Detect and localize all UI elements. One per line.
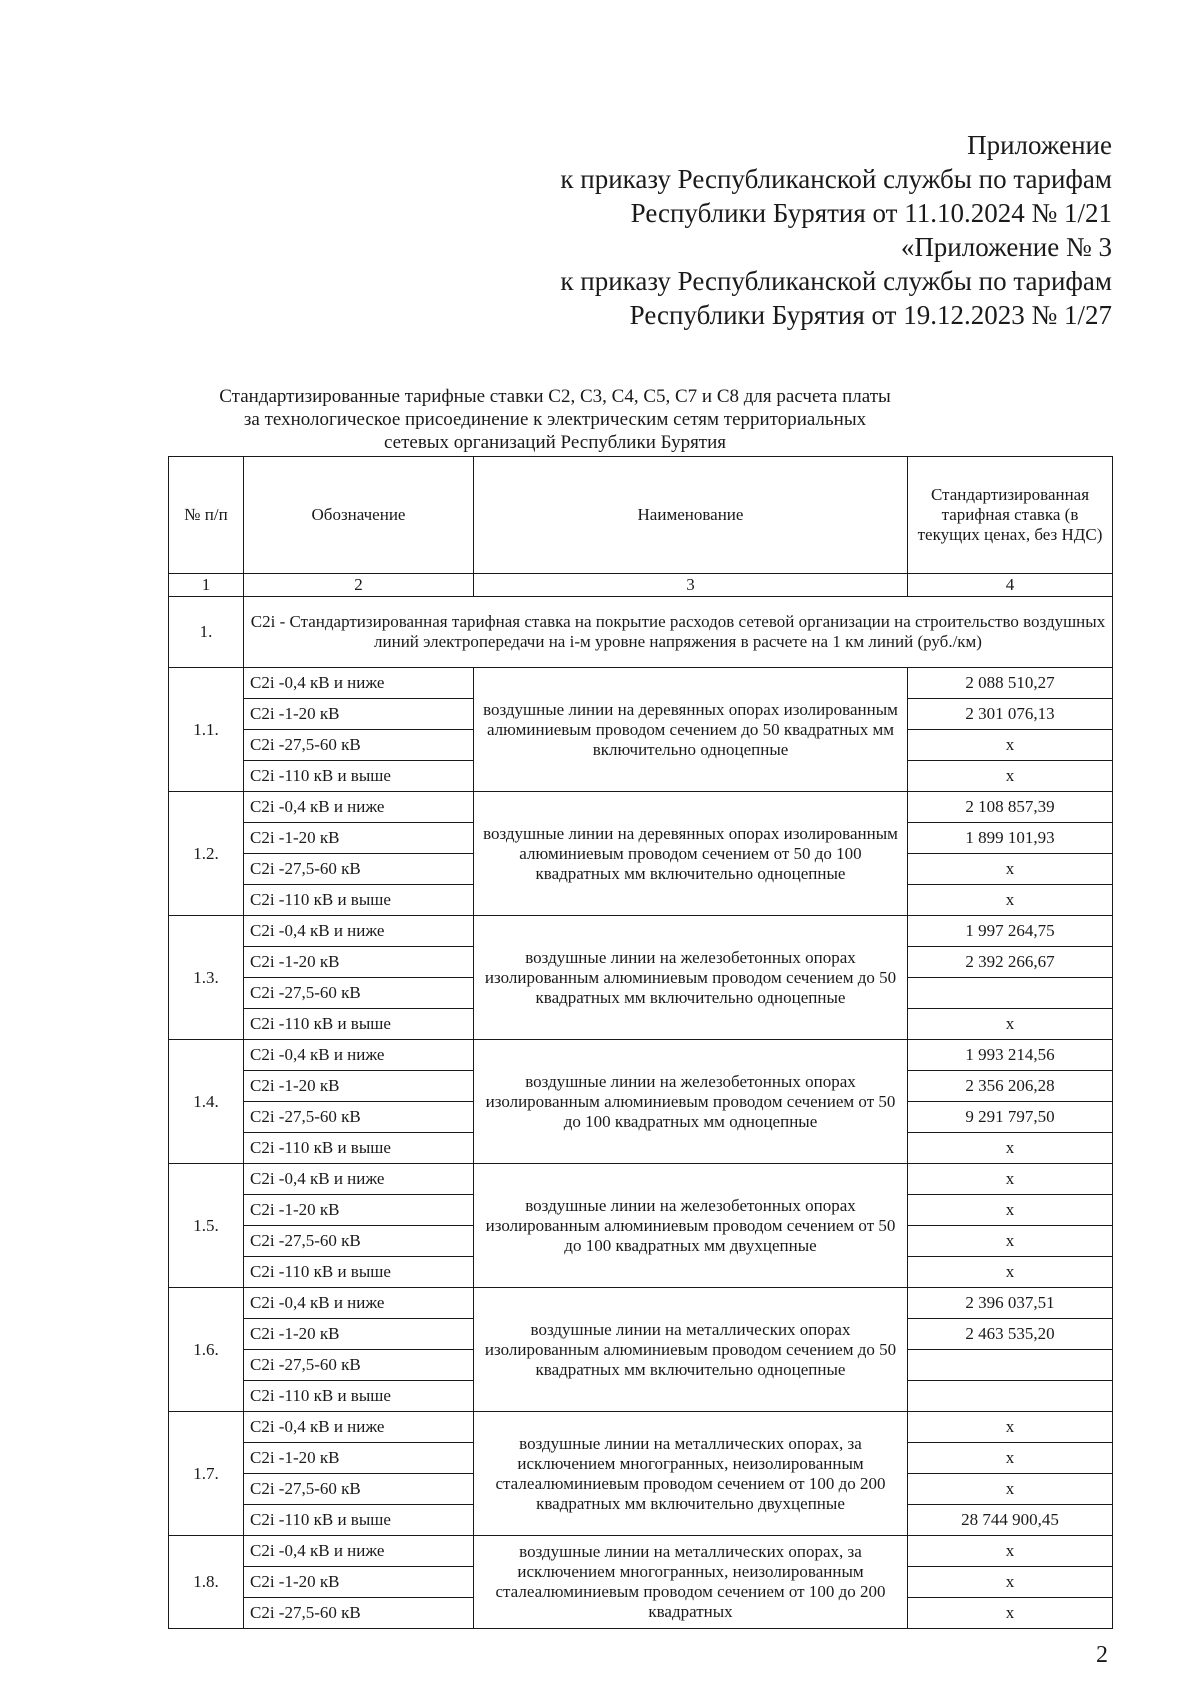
tariff-table xyxy=(168,456,1113,1629)
group-number: 1.1. xyxy=(169,668,244,792)
column-number-row xyxy=(169,574,1113,597)
designation-cell: C2i -27,5-60 кВ xyxy=(244,1474,474,1505)
designation-cell: C2i -110 кВ и выше xyxy=(244,1009,474,1040)
designation-cell: C2i -0,4 кВ и ниже xyxy=(244,1412,474,1443)
column-number: 2 xyxy=(244,574,474,597)
designation-cell: C2i -0,4 кВ и ниже xyxy=(244,792,474,823)
designation-cell: C2i -0,4 кВ и ниже xyxy=(244,668,474,699)
group-description: воздушные линии на железобетонных опорах изолированным алюминиевым проводом сечением от 50 до 100 квадратных мм одноцепные xyxy=(474,1040,908,1164)
section-row xyxy=(169,597,1113,668)
rate-value-cell: x xyxy=(908,1567,1113,1598)
rate-value-cell: x xyxy=(908,1133,1113,1164)
group-description: воздушные линии на металлических опорах, за исключением многогранных, неизолированным сталеалюминиевым проводом сечением от 100 до 200 квадратных xyxy=(474,1536,908,1629)
rate-value-cell xyxy=(908,1381,1113,1412)
group-number: 1.5. xyxy=(169,1164,244,1288)
group-description: воздушные линии на железобетонных опорах изолированным алюминиевым проводом сечением до 50 квадратных мм включительно одноцепные xyxy=(474,916,908,1040)
rate-value-cell: x xyxy=(908,1257,1113,1288)
rate-value-cell: x xyxy=(908,1443,1113,1474)
group-number: 1.6. xyxy=(169,1288,244,1412)
designation-cell: C2i -110 кВ и выше xyxy=(244,1257,474,1288)
designation-cell: C2i -0,4 кВ и ниже xyxy=(244,1164,474,1195)
rate-value-cell: 2 301 076,13 xyxy=(908,699,1113,730)
rate-value-cell: 2 463 535,20 xyxy=(908,1319,1113,1350)
rate-value-cell xyxy=(908,1350,1113,1381)
rate-value-cell: x xyxy=(908,1536,1113,1567)
page-number: 2 xyxy=(1096,1642,1108,1668)
header-line: «Приложение № 3 xyxy=(900,232,1112,262)
group-description: воздушные линии на деревянных опорах изолированным алюминиевым проводом сечением от 50 до 100 квадратных мм включительно одноцепные xyxy=(474,792,908,916)
column-number: 3 xyxy=(474,574,908,597)
rate-value-cell: 28 744 900,45 xyxy=(908,1505,1113,1536)
group-number: 1.3. xyxy=(169,916,244,1040)
rate-value-cell: x xyxy=(908,1598,1113,1629)
header-line: Приложение xyxy=(967,130,1112,160)
rate-value-cell: x xyxy=(908,1412,1113,1443)
rate-value-cell: x xyxy=(908,1474,1113,1505)
rate-value-cell: 1 997 264,75 xyxy=(908,916,1113,947)
rate-value-cell: 2 108 857,39 xyxy=(908,792,1113,823)
header-rate: Стандартизированная тарифная ставка (в текущих ценах, без НДС) xyxy=(908,457,1113,574)
designation-cell: C2i -1-20 кВ xyxy=(244,1319,474,1350)
table-row xyxy=(169,1412,1113,1443)
table-row xyxy=(169,916,1113,947)
table-header-row xyxy=(169,457,1113,574)
designation-cell: C2i -110 кВ и выше xyxy=(244,1505,474,1536)
section-number: 1. xyxy=(169,597,244,668)
designation-cell: C2i -110 кВ и выше xyxy=(244,761,474,792)
header-name: Наименование xyxy=(474,457,908,574)
group-number: 1.8. xyxy=(169,1536,244,1629)
header-designation: Обозначение xyxy=(244,457,474,574)
rate-value-cell: 9 291 797,50 xyxy=(908,1102,1113,1133)
column-number: 4 xyxy=(908,574,1113,597)
group-description: воздушные линии на деревянных опорах изолированным алюминиевым проводом сечением до 50 квадратных мм включительно одноцепные xyxy=(474,668,908,792)
designation-cell: C2i -27,5-60 кВ xyxy=(244,1598,474,1629)
rate-value-cell: x xyxy=(908,1226,1113,1257)
header-line: Республики Бурятия от 11.10.2024 № 1/21 xyxy=(630,198,1112,228)
table-row xyxy=(169,1536,1113,1567)
designation-cell: C2i -1-20 кВ xyxy=(244,1195,474,1226)
designation-cell: C2i -27,5-60 кВ xyxy=(244,1226,474,1257)
rate-value-cell: x xyxy=(908,730,1113,761)
rate-value-cell: 1 993 214,56 xyxy=(908,1040,1113,1071)
group-description: воздушные линии на металлических опорах изолированным алюминиевым проводом сечением до 50 квадратных мм включительно одноцепные xyxy=(474,1288,908,1412)
rate-value-cell: 2 396 037,51 xyxy=(908,1288,1113,1319)
rate-value-cell: x xyxy=(908,1195,1113,1226)
section-text: C2i - Стандартизированная тарифная ставка на покрытие расходов сетевой организации на строительство воздушных линий электропередачи на i-м уровне напряжения в расчете на 1 км линий (руб./км) xyxy=(244,597,1113,668)
designation-cell: C2i -110 кВ и выше xyxy=(244,1381,474,1412)
group-number: 1.7. xyxy=(169,1412,244,1536)
column-number: 1 xyxy=(169,574,244,597)
table-row xyxy=(169,1040,1113,1071)
appendix-header xyxy=(560,128,1112,332)
group-number: 1.4. xyxy=(169,1040,244,1164)
title-line: за технологическое присоединение к электрическим сетям территориальных xyxy=(243,409,867,430)
rate-value-cell: 1 899 101,93 xyxy=(908,823,1113,854)
group-description: воздушные линии на металлических опорах, за исключением многогранных, неизолированным сталеалюминиевым проводом сечением от 100 до 200 квадратных мм включительно двухцепные xyxy=(474,1412,908,1536)
designation-cell: C2i -1-20 кВ xyxy=(244,947,474,978)
designation-cell: C2i -1-20 кВ xyxy=(244,823,474,854)
rate-value-cell: x xyxy=(908,854,1113,885)
header-line: Республики Бурятия от 19.12.2023 № 1/27 xyxy=(629,300,1112,330)
group-description: воздушные линии на железобетонных опорах изолированным алюминиевым проводом сечением от 50 до 100 квадратных мм двухцепные xyxy=(474,1164,908,1288)
designation-cell: C2i -0,4 кВ и ниже xyxy=(244,1040,474,1071)
rate-value-cell: x xyxy=(908,885,1113,916)
table-row xyxy=(169,792,1113,823)
designation-cell: C2i -1-20 кВ xyxy=(244,1443,474,1474)
header-line: к приказу Республиканской службы по тарифам xyxy=(560,266,1112,296)
table-row xyxy=(169,1164,1113,1195)
table-row xyxy=(169,668,1113,699)
title-line: Стандартизированные тарифные ставки С2, С3, С4, С5, С7 и С8 для расчета платы xyxy=(219,386,891,407)
header-number: № п/п xyxy=(169,457,244,574)
rate-value-cell: x xyxy=(908,1164,1113,1195)
rate-value-cell xyxy=(908,978,1113,1009)
designation-cell: C2i -110 кВ и выше xyxy=(244,1133,474,1164)
designation-cell: C2i -1-20 кВ xyxy=(244,699,474,730)
title-line: сетевых организаций Республики Бурятия xyxy=(383,432,727,453)
table-row xyxy=(169,1288,1113,1319)
rate-value-cell: 2 392 266,67 xyxy=(908,947,1113,978)
rate-value-cell: 2 088 510,27 xyxy=(908,668,1113,699)
document-title xyxy=(160,385,950,454)
designation-cell: C2i -1-20 кВ xyxy=(244,1071,474,1102)
designation-cell: C2i -27,5-60 кВ xyxy=(244,854,474,885)
rate-value-cell: 2 356 206,28 xyxy=(908,1071,1113,1102)
rate-value-cell: x xyxy=(908,761,1113,792)
designation-cell: C2i -27,5-60 кВ xyxy=(244,730,474,761)
header-line: к приказу Республиканской службы по тарифам xyxy=(560,164,1112,194)
designation-cell: C2i -0,4 кВ и ниже xyxy=(244,1288,474,1319)
designation-cell: C2i -27,5-60 кВ xyxy=(244,1350,474,1381)
group-number: 1.2. xyxy=(169,792,244,916)
rate-value-cell: x xyxy=(908,1009,1113,1040)
designation-cell: C2i -1-20 кВ xyxy=(244,1567,474,1598)
designation-cell: C2i -0,4 кВ и ниже xyxy=(244,916,474,947)
designation-cell: C2i -110 кВ и выше xyxy=(244,885,474,916)
designation-cell: C2i -27,5-60 кВ xyxy=(244,1102,474,1133)
designation-cell: C2i -27,5-60 кВ xyxy=(244,978,474,1009)
designation-cell: C2i -0,4 кВ и ниже xyxy=(244,1536,474,1567)
